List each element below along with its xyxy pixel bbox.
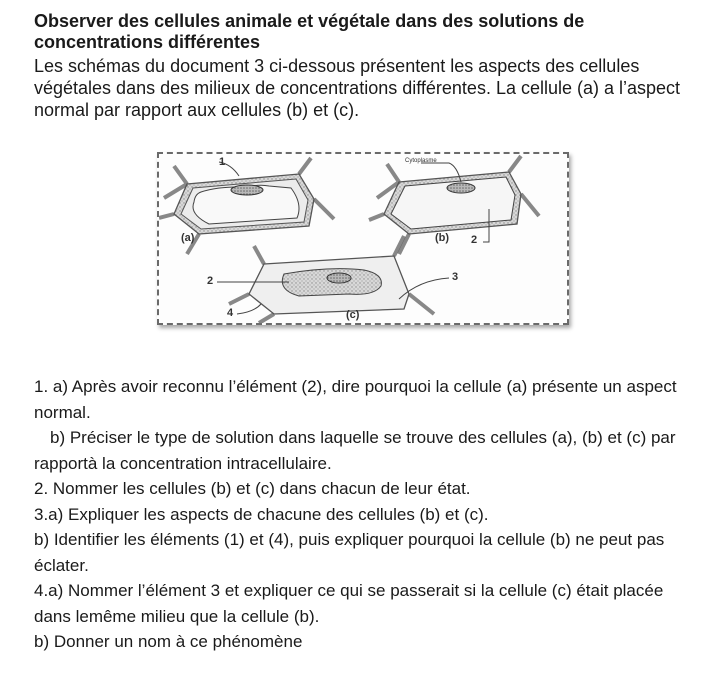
label-2-cell-b: 2 (471, 234, 478, 246)
label-cytoplasm: Cytoplasme (405, 158, 437, 164)
label-4: 4 (227, 307, 234, 319)
cell-b (369, 156, 539, 254)
label-2-cell-c: 2 (207, 275, 214, 287)
label-cell-c: (c) (346, 309, 360, 321)
label-cell-a: (a) (181, 232, 195, 244)
label-3: 3 (452, 271, 459, 283)
cell-diagram (159, 154, 567, 323)
label-1: 1 (219, 156, 226, 168)
label-cell-b: (b) (435, 232, 450, 244)
question-2: 2. Nommer les cellules (b) et (c) dans chacun de leur état. (34, 479, 471, 498)
question-4b: b) Donner un nom à ce phénomène (34, 632, 303, 651)
questions-list (34, 374, 704, 655)
question-1a: 1. a) Après avoir reconnu l’élément (2), dire pourquoi la cellule (a) présente un aspect normal. (34, 377, 677, 422)
question-3b: b) Identifier les éléments (1) et (4), puis expliquer pourquoi la cellule (b) ne peut pas éclater. (34, 530, 665, 575)
cell-c (217, 236, 449, 323)
question-3a: 3.a) Expliquer les aspects de chacune des cellules (b) et (c). (34, 504, 489, 524)
intro-paragraph: Les schémas du document 3 ci-dessous présentent les aspects des cellules végétales dans des milieux de concentrations différentes. La cellule (a) a l’aspect normal par rapport aux cellules (b) et (c). (34, 56, 681, 120)
question-1b: b) Préciser le type de solution dans laquelle se trouve des cellules (a), (b) et (c) par rapportà la concentration intracellulaire. (34, 428, 676, 473)
document-title: Observer des cellules animale et végétale dans des solutions de concentrations différentes (34, 11, 585, 52)
cell-diagram-figure (157, 152, 569, 325)
question-4a: 4.a) Nommer l’élément 3 et expliquer ce qui se passerait si la cellule (c) était placée dans lemême milieu que la cellule (b). (34, 581, 664, 626)
